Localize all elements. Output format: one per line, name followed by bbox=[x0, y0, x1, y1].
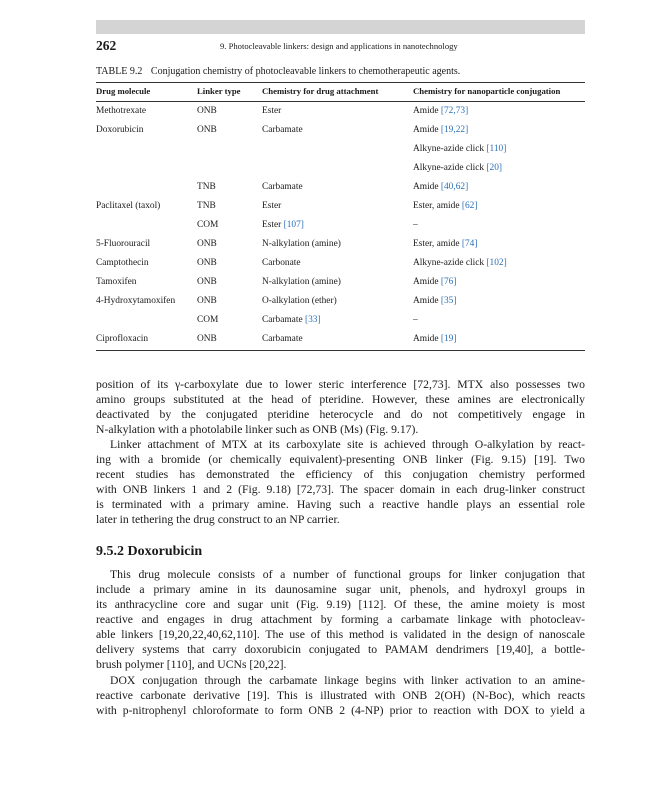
cell-drug-text: Paclitaxel (taxol) bbox=[96, 201, 161, 211]
cell-attachment bbox=[262, 201, 281, 211]
text-line: brush polymer [110], and UCNs [20,22]. bbox=[96, 658, 287, 671]
cell-linker bbox=[197, 258, 217, 268]
table-row bbox=[0, 239, 648, 253]
cell-nanoparticle-reference[interactable]: [62] bbox=[461, 201, 478, 211]
cell-attachment-text: Carbonate bbox=[262, 258, 301, 268]
text-line: This drug molecule consists of a number of functional groups for linker conjugation that bbox=[110, 568, 585, 581]
cell-nanoparticle-reference[interactable]: [102] bbox=[486, 258, 507, 268]
cell-linker-text: ONB bbox=[197, 106, 217, 116]
cell-nanoparticle-reference[interactable]: [35] bbox=[440, 296, 457, 306]
table-row bbox=[0, 125, 648, 139]
cell-attachment-text: Ester bbox=[262, 106, 282, 116]
column-header-linker: Linker type bbox=[197, 86, 241, 96]
cell-linker bbox=[197, 334, 217, 344]
cell-attachment bbox=[262, 220, 304, 230]
table-row bbox=[0, 163, 648, 177]
running-head: 9. Photocleavable linkers: design and applications in nanotechnology bbox=[220, 41, 458, 51]
table-header-rule bbox=[96, 101, 585, 102]
cell-drug-text: 4-Hydroxytamoxifen bbox=[96, 296, 176, 306]
cell-nanoparticle-text: Alkyne-azide click bbox=[413, 163, 487, 173]
table-bottom-rule bbox=[96, 350, 585, 351]
cell-linker bbox=[197, 277, 217, 287]
table-top-rule bbox=[96, 82, 585, 83]
cell-drug bbox=[96, 334, 148, 344]
cell-nanoparticle-text: Alkyne-azide click bbox=[413, 258, 487, 268]
cell-nanoparticle bbox=[413, 201, 477, 211]
cell-attachment-reference[interactable]: [107] bbox=[283, 220, 304, 230]
cell-attachment-text: N-alkylation (amine) bbox=[262, 239, 341, 249]
cell-drug bbox=[96, 258, 149, 268]
cell-nanoparticle-reference[interactable]: [19] bbox=[440, 334, 457, 344]
cell-linker bbox=[197, 220, 218, 230]
cell-nanoparticle bbox=[413, 144, 506, 154]
cell-nanoparticle-reference[interactable]: [76] bbox=[440, 277, 457, 287]
cell-linker-text: COM bbox=[197, 220, 219, 230]
cell-attachment-text: O-alkylation (ether) bbox=[262, 296, 337, 306]
cell-nanoparticle bbox=[413, 334, 457, 344]
cell-nanoparticle-text: – bbox=[413, 315, 418, 325]
cell-attachment-reference[interactable]: [33] bbox=[304, 315, 321, 325]
cell-nanoparticle bbox=[413, 163, 502, 173]
table-header-row bbox=[0, 86, 648, 100]
table-row bbox=[0, 201, 648, 215]
table-row bbox=[0, 315, 648, 329]
cell-linker-text: COM bbox=[197, 315, 219, 325]
cell-linker-text: ONB bbox=[197, 125, 217, 135]
page-header bbox=[96, 38, 585, 56]
text-line: position of its γ-carboxylate due to lower steric interference [72,73]. MTX also possesses two bbox=[96, 378, 585, 391]
cell-nanoparticle-text: Amide bbox=[413, 296, 441, 306]
cell-linker-text: TNB bbox=[197, 201, 216, 211]
cell-drug bbox=[96, 125, 143, 135]
cell-nanoparticle-text: Alkyne-azide click bbox=[413, 144, 487, 154]
cell-drug bbox=[96, 296, 175, 306]
cell-linker-text: ONB bbox=[197, 277, 217, 287]
table-row bbox=[0, 182, 648, 196]
paragraph-mtx-intro bbox=[96, 377, 585, 437]
cell-nanoparticle-text: Amide bbox=[413, 334, 441, 344]
cell-drug-text: Tamoxifen bbox=[96, 277, 137, 287]
cell-nanoparticle-reference[interactable]: [40,62] bbox=[440, 182, 469, 192]
cell-drug-text: Doxorubicin bbox=[96, 125, 144, 135]
cell-linker-text: ONB bbox=[197, 334, 217, 344]
cell-drug bbox=[96, 106, 146, 116]
cell-nanoparticle-text: Amide bbox=[413, 277, 441, 287]
cell-nanoparticle-reference[interactable]: [74] bbox=[461, 239, 478, 249]
cell-linker bbox=[197, 106, 217, 116]
table-label: TABLE 9.2 bbox=[96, 66, 143, 77]
cell-nanoparticle-reference[interactable]: [110] bbox=[486, 144, 507, 154]
cell-drug-text: Camptothecin bbox=[96, 258, 149, 268]
cell-linker bbox=[197, 296, 217, 306]
text-line: amino groups substituted at the head of pteridine. However, these amines are electronically bbox=[96, 393, 585, 406]
cell-linker bbox=[197, 182, 216, 192]
cell-nanoparticle bbox=[413, 182, 468, 192]
table-row bbox=[0, 106, 648, 120]
cell-nanoparticle-text: Amide bbox=[413, 182, 441, 192]
table-row bbox=[0, 277, 648, 291]
cell-attachment bbox=[262, 277, 341, 287]
cell-nanoparticle-text: Amide bbox=[413, 106, 441, 116]
cell-attachment bbox=[262, 106, 281, 116]
cell-nanoparticle bbox=[413, 258, 507, 268]
cell-attachment-text: Ester bbox=[262, 220, 284, 230]
header-bar bbox=[96, 20, 585, 34]
cell-attachment bbox=[262, 125, 303, 135]
cell-linker bbox=[197, 239, 217, 249]
column-header-nanoparticle: Chemistry for nanoparticle conjugation bbox=[413, 86, 561, 96]
text-line: deactivated by the conjugated pteridine heterocycle and do not competitively engage in bbox=[96, 408, 585, 421]
text-line: with p-nitrophenyl chloroformate to form ONB 2 (4-NP) prior to reaction with DOX to yield a bbox=[96, 704, 585, 717]
cell-nanoparticle bbox=[413, 220, 418, 230]
cell-attachment-text: Carbamate bbox=[262, 315, 305, 325]
cell-drug bbox=[96, 277, 136, 287]
cell-nanoparticle bbox=[413, 296, 457, 306]
cell-nanoparticle-text: Amide bbox=[413, 125, 441, 135]
cell-attachment bbox=[262, 258, 301, 268]
text-line: ing with a bromide (or chemically equivalent)-presenting ONB linker (Fig. 9.15) [19]. Two bbox=[96, 453, 585, 466]
cell-attachment-text: Carbamate bbox=[262, 125, 303, 135]
text-line: its anthracycline core and sugar unit (Fig. 9.19) [112]. Of these, the amine moiety is most bbox=[96, 598, 585, 611]
cell-nanoparticle bbox=[413, 239, 477, 249]
cell-attachment-text: N-alkylation (amine) bbox=[262, 277, 341, 287]
cell-nanoparticle-reference[interactable]: [20] bbox=[486, 163, 503, 173]
column-header-drug: Drug molecule bbox=[96, 86, 151, 96]
cell-linker-text: ONB bbox=[197, 296, 217, 306]
cell-attachment-text: Carbamate bbox=[262, 182, 303, 192]
table-caption-text: Conjugation chemistry of photocleavable linkers to chemotherapeutic agents. bbox=[150, 66, 461, 77]
cell-nanoparticle bbox=[413, 106, 468, 116]
text-line: later in tethering the drug construct to an NP carrier. bbox=[96, 513, 340, 526]
table-row bbox=[0, 220, 648, 234]
cell-attachment-text: Ester bbox=[262, 201, 282, 211]
paragraph-dox-groups bbox=[96, 567, 585, 672]
cell-linker bbox=[197, 315, 218, 325]
text-line: reactive and engages in drug attachment by forming a carbamate linkage with photocleav- bbox=[96, 613, 585, 626]
text-line: recent studies has demonstrated the efficiency of this conjugation chemistry performed bbox=[96, 468, 585, 481]
text-line: reactive carbonate derivative [19]. This is illustrated with ONB 2(OH) (N-Boc), which reacts bbox=[96, 689, 585, 702]
text-line: is terminated with a primary amine. Having such a reactive handle plays an essential role bbox=[96, 498, 585, 511]
cell-nanoparticle-text: Ester, amide bbox=[413, 239, 462, 249]
text-line: with ONB linkers 1 and 2 (Fig. 9.18) [72,73]. The spacer domain in each drug-linker construct bbox=[96, 483, 585, 496]
cell-linker-text: TNB bbox=[197, 182, 216, 192]
cell-attachment bbox=[262, 334, 303, 344]
cell-nanoparticle-text: Ester, amide bbox=[413, 201, 462, 211]
cell-linker bbox=[197, 201, 216, 211]
text-line: delivery systems that carry doxorubicin conjugated to PAMAM dendrimers [19,40], a bottle- bbox=[96, 643, 585, 656]
cell-linker-text: ONB bbox=[197, 239, 217, 249]
table-row bbox=[0, 144, 648, 158]
cell-linker-text: ONB bbox=[197, 258, 217, 268]
cell-attachment-text: Carbamate bbox=[262, 334, 303, 344]
section-heading: 9.5.2 Doxorubicin bbox=[96, 544, 203, 559]
cell-linker bbox=[197, 125, 217, 135]
cell-nanoparticle bbox=[413, 125, 468, 135]
cell-nanoparticle bbox=[413, 315, 418, 325]
cell-drug-text: Ciprofloxacin bbox=[96, 334, 149, 344]
cell-nanoparticle bbox=[413, 277, 457, 287]
text-line: able linkers [19,20,22,40,62,110]. The use of this method is validated in the design of nanoscale bbox=[96, 628, 585, 641]
cell-attachment bbox=[262, 182, 303, 192]
cell-nanoparticle-reference[interactable]: [72,73] bbox=[440, 106, 469, 116]
paragraph-dox-carbamate bbox=[96, 673, 585, 718]
text-line: N-alkylation with a photolabile linker such as ONB (Ms) (Fig. 9.17). bbox=[96, 423, 419, 436]
column-header-attachment: Chemistry for drug attachment bbox=[262, 86, 379, 96]
cell-attachment bbox=[262, 296, 337, 306]
cell-nanoparticle-text: – bbox=[413, 220, 418, 230]
table-row bbox=[0, 334, 648, 348]
page-number: 262 bbox=[96, 38, 117, 53]
paragraph-mtx-linker bbox=[96, 437, 585, 527]
table-row bbox=[0, 258, 648, 272]
cell-nanoparticle-reference[interactable]: [19,22] bbox=[440, 125, 469, 135]
cell-drug-text: 5-Fluorouracil bbox=[96, 239, 151, 249]
text-line: include a primary amine in its daunosamine sugar unit, phenols, and hydroxyl groups in bbox=[96, 583, 585, 596]
cell-drug-text: Methotrexate bbox=[96, 106, 146, 116]
cell-drug bbox=[96, 239, 150, 249]
text-line: DOX conjugation through the carbamate linkage begins with linker activation to an amine- bbox=[110, 674, 585, 687]
cell-drug bbox=[96, 201, 160, 211]
cell-attachment bbox=[262, 315, 321, 325]
table-caption bbox=[96, 66, 460, 77]
text-line: Linker attachment of MTX at its carboxylate site is achieved through O-alkylation by react- bbox=[110, 438, 585, 451]
cell-attachment bbox=[262, 239, 341, 249]
table-row bbox=[0, 296, 648, 310]
